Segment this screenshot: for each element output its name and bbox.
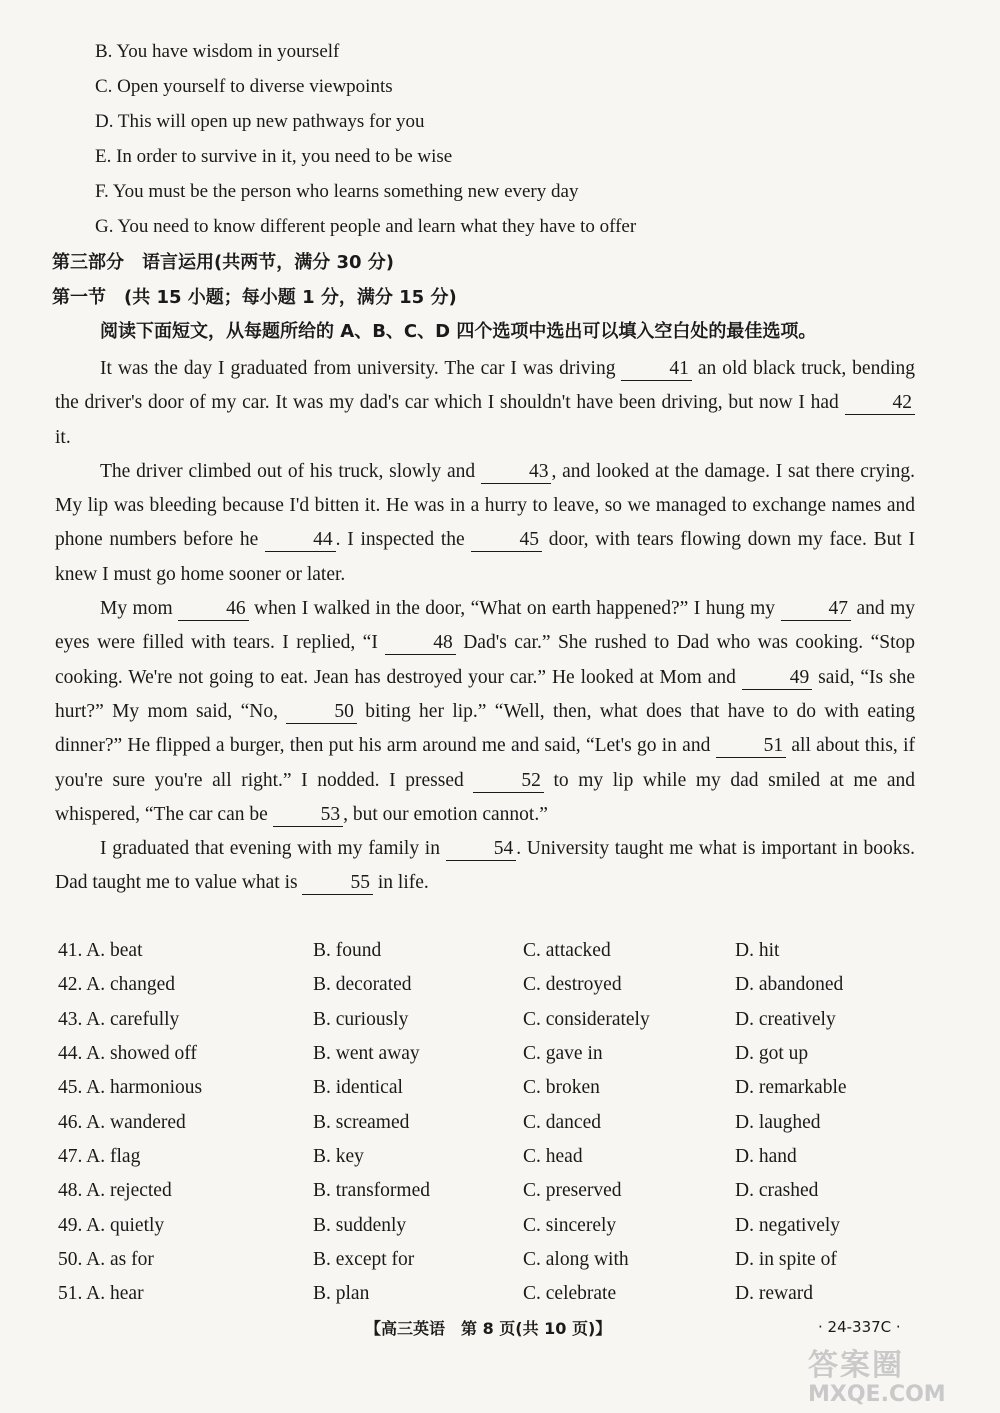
option-line-b: B. You have wisdom in yourself — [95, 41, 340, 62]
paragraph-2 — [55, 455, 915, 592]
blank-54: 54 — [446, 838, 517, 861]
paragraph-1 — [55, 352, 915, 455]
question-row — [58, 1037, 925, 1071]
cloze-passage — [55, 352, 915, 901]
passage-text: . I inspected the — [335, 529, 472, 551]
blank-49: 49 — [742, 667, 813, 690]
option-b: B. plan — [313, 1283, 370, 1305]
option-line-c: C. Open yourself to diverse viewpoints — [95, 76, 393, 97]
option-c: C. head — [523, 1145, 583, 1167]
blank-53: 53 — [273, 804, 344, 827]
blank-42: 42 — [845, 392, 916, 415]
question-row — [58, 1105, 925, 1139]
passage-text: I graduated that evening with my family in — [100, 838, 446, 860]
answer-choices-table — [58, 934, 925, 1311]
option-b: B. found — [313, 940, 382, 962]
option-c: C. destroyed — [523, 974, 622, 996]
passage-text: to my lip while my dad smiled at me and whispered, “The car can be — [55, 769, 915, 825]
option-d: D. laughed — [735, 1111, 821, 1133]
option-a: 51. A. hear — [58, 1283, 144, 1305]
question-row — [58, 934, 925, 968]
passage-text: biting her lip.” “Well, then, what does that have to do with eating dinner?” He flipped a burger, then put his arm around me and said, “Let's go in and — [55, 700, 916, 757]
blank-45: 45 — [471, 529, 542, 552]
option-b: B. except for — [313, 1248, 415, 1270]
passage-text: when I walked in the door, “What on earth happened?” I hung my — [248, 598, 781, 620]
option-d: D. in spite of — [735, 1248, 837, 1270]
option-d: D. crashed — [735, 1180, 819, 1202]
passage-text: . University taught me what is important in books. Dad taught me to value what is — [55, 838, 915, 894]
question-row — [58, 1174, 925, 1208]
question-row — [58, 1071, 925, 1105]
question-row — [58, 1243, 925, 1277]
option-d: D. abandoned — [735, 974, 844, 996]
blank-52: 52 — [473, 770, 544, 793]
passage-text: an old black truck, bending the driver's door of my car. It was my dad's car which I shouldn't have been driving, but now I had — [55, 358, 915, 414]
option-a: 48. A. rejected — [58, 1180, 172, 1202]
option-b: B. suddenly — [313, 1214, 407, 1236]
option-d: D. hand — [735, 1145, 797, 1167]
option-c: C. gave in — [523, 1043, 603, 1065]
part-title: 第三部分 语言运用(共两节，满分 30 分) — [52, 252, 395, 273]
option-a: 46. A. wandered — [58, 1111, 186, 1133]
option-d: D. negatively — [735, 1214, 841, 1236]
option-c: C. celebrate — [523, 1283, 617, 1305]
passage-text: , but our emotion cannot.” — [343, 803, 548, 825]
blank-55: 55 — [302, 872, 373, 895]
question-row — [58, 1003, 925, 1037]
option-c: C. attacked — [523, 940, 611, 962]
section-subtitle: 第一节 (共 15 小题；每小题 1 分，满分 15 分) — [52, 287, 457, 308]
paragraph-4 — [55, 832, 915, 901]
option-line-g: G. You need to know different people and learn what they have to offer — [95, 216, 637, 237]
option-a: 50. A. as for — [58, 1248, 154, 1270]
option-line-f: F. You must be the person who learns something new every day — [95, 181, 579, 202]
passage-text: all about this, if you're sure you're all right.” I nodded. I pressed — [55, 735, 915, 791]
option-d: D. remarkable — [735, 1077, 847, 1099]
question-row — [58, 1277, 925, 1311]
instruction: 阅读下面短文，从每题所给的 A、B、C、D 四个选项中选出可以填入空白处的最佳选项。 — [100, 321, 817, 342]
option-c: C. broken — [523, 1077, 600, 1099]
passage-text: it. — [55, 426, 71, 448]
option-line-d: D. This will open up new pathways for you — [95, 111, 425, 132]
option-c: C. danced — [523, 1111, 601, 1133]
passage-text: Dad's car.” She rushed to Dad who was cooking. “Stop cooking. We're not going to eat. Jean has destroyed your car.” He looked at Mom and — [55, 632, 915, 688]
option-line-e: E. In order to survive in it, you need to be wise — [95, 146, 453, 167]
option-a: 44. A. showed off — [58, 1043, 197, 1065]
page-footer: 【高三英语 第 8 页(共 10 页)】 — [365, 1319, 612, 1338]
question-row — [58, 1140, 925, 1174]
option-b: B. decorated — [313, 974, 412, 996]
passage-text: said, “Is she hurt?” My mom said, “No, — [55, 666, 915, 722]
option-a: 42. A. changed — [58, 974, 175, 996]
blank-43: 43 — [481, 461, 552, 484]
option-d: D. creatively — [735, 1008, 836, 1030]
option-b: B. went away — [313, 1043, 420, 1065]
option-a: 45. A. harmonious — [58, 1077, 203, 1099]
option-a: 47. A. flag — [58, 1145, 141, 1167]
option-a: 43. A. carefully — [58, 1008, 180, 1030]
blank-46: 46 — [178, 598, 249, 621]
option-c: C. considerately — [523, 1008, 650, 1030]
option-b: B. identical — [313, 1077, 403, 1099]
blank-48: 48 — [385, 632, 456, 655]
option-d: D. got up — [735, 1043, 809, 1065]
passage-text: It was the day I graduated from university. The car I was driving — [100, 358, 622, 379]
blank-44: 44 — [265, 529, 336, 552]
option-b: B. key — [313, 1145, 364, 1167]
blank-41: 41 — [621, 358, 692, 381]
option-c: C. preserved — [523, 1180, 622, 1202]
option-b: B. transformed — [313, 1180, 430, 1202]
passage-text: The driver climbed out of his truck, slowly and — [100, 460, 481, 482]
option-d: D. hit — [735, 940, 780, 962]
blank-51: 51 — [716, 735, 787, 758]
blank-47: 47 — [781, 598, 852, 621]
paragraph-3 — [55, 592, 915, 832]
question-row — [58, 1208, 925, 1242]
option-d: D. reward — [735, 1283, 813, 1305]
option-b: B. curiously — [313, 1008, 409, 1030]
passage-text: and my eyes were filled with tears. I replied, “I — [55, 598, 915, 654]
option-c: C. sincerely — [523, 1214, 617, 1236]
passage-text: , and looked at the damage. I sat there crying. My lip was bleeding because I'd bitten it. He was in a hurry to leave, so we managed to exchange names and phone numbers before he — [55, 460, 915, 551]
watermark — [808, 1340, 988, 1410]
watermark-logo: 答案圈 — [808, 1348, 904, 1383]
exam-code: · 24-337C · — [818, 1318, 901, 1336]
option-b: B. screamed — [313, 1111, 410, 1133]
question-row — [58, 968, 925, 1002]
watermark-site: MXQE.COM — [808, 1382, 946, 1407]
option-a: 49. A. quietly — [58, 1214, 165, 1236]
passage-text: My mom — [100, 598, 179, 620]
option-c: C. along with — [523, 1248, 629, 1270]
option-a: 41. A. beat — [58, 940, 143, 962]
passage-text: in life. — [372, 872, 429, 894]
blank-50: 50 — [286, 701, 357, 724]
passage-text: door, with tears flowing down my face. But I knew I must go home sooner or later. — [55, 529, 915, 585]
